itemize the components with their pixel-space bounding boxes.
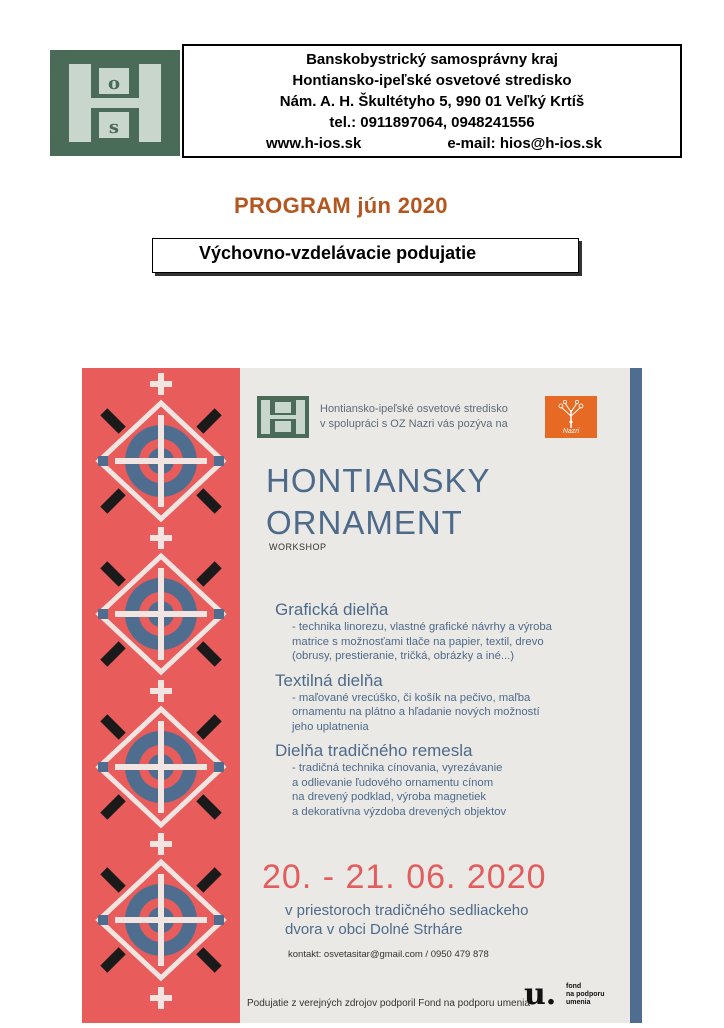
workshop-description-line: matrice s možnosťami tlače na papier, textil, drevo <box>292 635 544 648</box>
ornament-cross <box>150 841 172 847</box>
ornament-block <box>196 488 221 513</box>
poster-title-line-2: ORNAMENT <box>266 504 463 541</box>
venue-line-2: dvora v obci Dolné Strháre <box>285 921 463 938</box>
header-line-phone: tel.: 0911897064, 0948241556 <box>329 114 535 131</box>
fond-text-2: na podporu <box>566 991 605 998</box>
ornament-block <box>196 561 221 586</box>
workshop-description-line: - technika linorezu, vlastné grafické návrhy a výroba <box>292 621 552 633</box>
ornament-block <box>100 408 125 433</box>
workshop-name: Textilná dielňa <box>275 670 383 690</box>
ornament-block <box>196 867 221 892</box>
ornament-cross <box>150 995 172 1001</box>
ornament-block <box>100 561 125 586</box>
ornament-side-block <box>98 609 108 619</box>
invite-text <box>320 402 508 432</box>
ornament-axis <box>115 917 207 923</box>
workshop-description <box>275 620 625 664</box>
ornament-band <box>82 368 240 1023</box>
ornament-block <box>100 794 125 819</box>
poster-title <box>266 460 491 544</box>
invite-line-1: Hontiansko-ipeľské osvetové stredisko <box>320 403 508 415</box>
workshop-description-line: (obrusy, prestieranie, tričká, obrázky a iné...) <box>292 650 515 662</box>
ornament-pattern <box>82 368 240 1023</box>
hios-small-logo <box>257 396 309 438</box>
fond-text-1: fond <box>566 983 582 990</box>
ornament-block <box>196 947 221 972</box>
workshop-description-line: ornamentu na plátno a hľadanie nových možností <box>292 706 540 718</box>
support-note: Podujatie z verejných zdrojov podporil Fond na podporu umenia <box>247 998 530 1009</box>
event-poster <box>82 368 642 1023</box>
workshop-description-line: jeho uplatnenia <box>292 720 369 733</box>
workshop-item <box>275 740 625 819</box>
hios-logo <box>50 50 180 156</box>
website-link[interactable]: www.h-ios.sk <box>266 135 362 152</box>
ornament-block <box>100 714 125 739</box>
ornament-block <box>196 714 221 739</box>
svg-text:o: o <box>107 73 121 94</box>
workshop-description-line: - tradičná technika cínovania, vyrezávanie <box>292 762 503 774</box>
ornament-block <box>100 867 125 892</box>
ornament-block <box>196 641 221 666</box>
hios-logo-mark <box>55 54 175 152</box>
program-title: PROGRAM jún 2020 <box>234 193 448 218</box>
poster-title-line-1: HONTIANSKY <box>266 462 491 499</box>
fond-logo-text <box>566 983 605 1007</box>
header-line-region: Banskobystrický samosprávny kraj <box>306 51 558 68</box>
header-line-organization: Hontiansko-ipeľské osvetové stredisko <box>292 72 572 89</box>
workshop-description-line: - maľované vrecúško, či košík na pečivo, maľba <box>292 691 531 704</box>
workshop-item <box>275 599 625 664</box>
ornament-side-block <box>214 456 224 466</box>
poster-side-bar <box>630 368 642 1023</box>
ornament-side-block <box>214 915 224 925</box>
workshop-description <box>275 761 625 819</box>
event-venue <box>285 901 528 939</box>
section-title: Výchovno-vzdelávacie podujatie <box>152 238 579 273</box>
hios-small-logo-mark <box>259 398 307 436</box>
ornament-block <box>196 408 221 433</box>
ornament-block <box>100 947 125 972</box>
workshop-description-line: a odlievanie ľudového ornamentu cínom <box>292 776 494 789</box>
poster-subtitle: WORKSHOP <box>269 542 327 552</box>
event-date: 20. - 21. 06. 2020 <box>262 858 547 896</box>
ornament-cross <box>150 535 172 541</box>
ornament-axis <box>115 764 207 770</box>
header-contacts <box>184 133 680 154</box>
ornament-block <box>100 488 125 513</box>
workshop-list <box>275 598 625 825</box>
ornament-block <box>196 794 221 819</box>
contact-info: kontakt: osvetasitar@gmail.com / 0950 479 878 <box>288 949 489 960</box>
ornament-axis <box>115 458 207 464</box>
ornament-side-block <box>214 762 224 772</box>
header-line-address: Nám. A. H. Škultétyho 5, 990 01 Veľký Krtíš <box>279 93 585 110</box>
ornament-cross <box>150 381 172 387</box>
workshop-name: Grafická dielňa <box>275 600 389 619</box>
ornament-side-block <box>98 456 108 466</box>
venue-line-1: v priestoroch tradičného sedliackeho <box>285 902 529 919</box>
ornament-block <box>100 641 125 666</box>
ornament-axis <box>115 611 207 617</box>
invite-line-2: v spolupráci s OZ Nazri vás pozýva na <box>320 418 508 430</box>
workshop-description-line: a dekoratívna výzdoba drevených objektov <box>292 805 507 818</box>
nazri-logo-text: Nazri <box>562 428 580 435</box>
nazri-logo <box>545 396 597 438</box>
svg-text:s: s <box>108 117 120 138</box>
header-box <box>182 44 682 158</box>
workshop-name: Dielňa tradičného remesla <box>275 741 473 760</box>
ornament-side-block <box>98 915 108 925</box>
ornament-side-block <box>214 609 224 619</box>
workshop-description <box>275 691 625 735</box>
fond-text-3: umenia <box>566 999 591 1006</box>
workshop-item <box>275 670 625 735</box>
workshop-description-line: na drevený podklad, výroba magnetiek <box>292 791 487 803</box>
ornament-cross <box>150 688 172 694</box>
email-link[interactable]: e-mail: hios@h-ios.sk <box>447 135 602 152</box>
fond-logo: u. <box>524 977 557 1012</box>
ornament-side-block <box>98 762 108 772</box>
